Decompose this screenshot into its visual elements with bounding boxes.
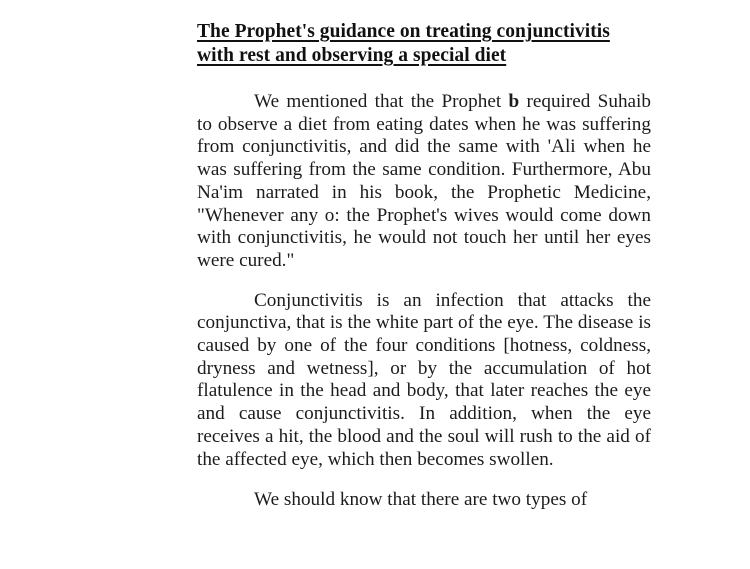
- paragraph-1-text-end: required Suhaib to observe a diet from eating dates when he was suffering from conjunctivitis, and did the same with 'Ali when he was suffering from the same condition. Furthermore, Abu Na'im narrated in his book, the Prophetic Medicine, "Whenever any o: the Prophet's wives would come down with conjunctivitis, he would not touch her until her eyes were cured.": [197, 91, 651, 271]
- paragraph-3: We should know that there are two types of: [254, 489, 588, 511]
- paragraph-1-text-start: We mentioned that the Prophet: [254, 91, 509, 112]
- honorific-mark: b: [508, 91, 520, 112]
- document-page: [197, 20, 651, 512]
- paragraph-1: [197, 91, 651, 273]
- paragraph-2: Conjunctivitis is an infection that attacks the conjunctiva, that is the white part of the eye. The disease is caused by one of the four conditions [hotness, coldness, dryness and wetness], or by the accumulation of hot flatulence in the head and body, that later reaches the eye and cause conjunctivitis. In addition, when the eye receives a hit, the blood and the soul will rush to the aid of the affected eye, which then becomes swollen.: [197, 289, 651, 470]
- section-title: The Prophet's guidance on treating conjunctivitis with rest and observing a special diet: [197, 21, 610, 66]
